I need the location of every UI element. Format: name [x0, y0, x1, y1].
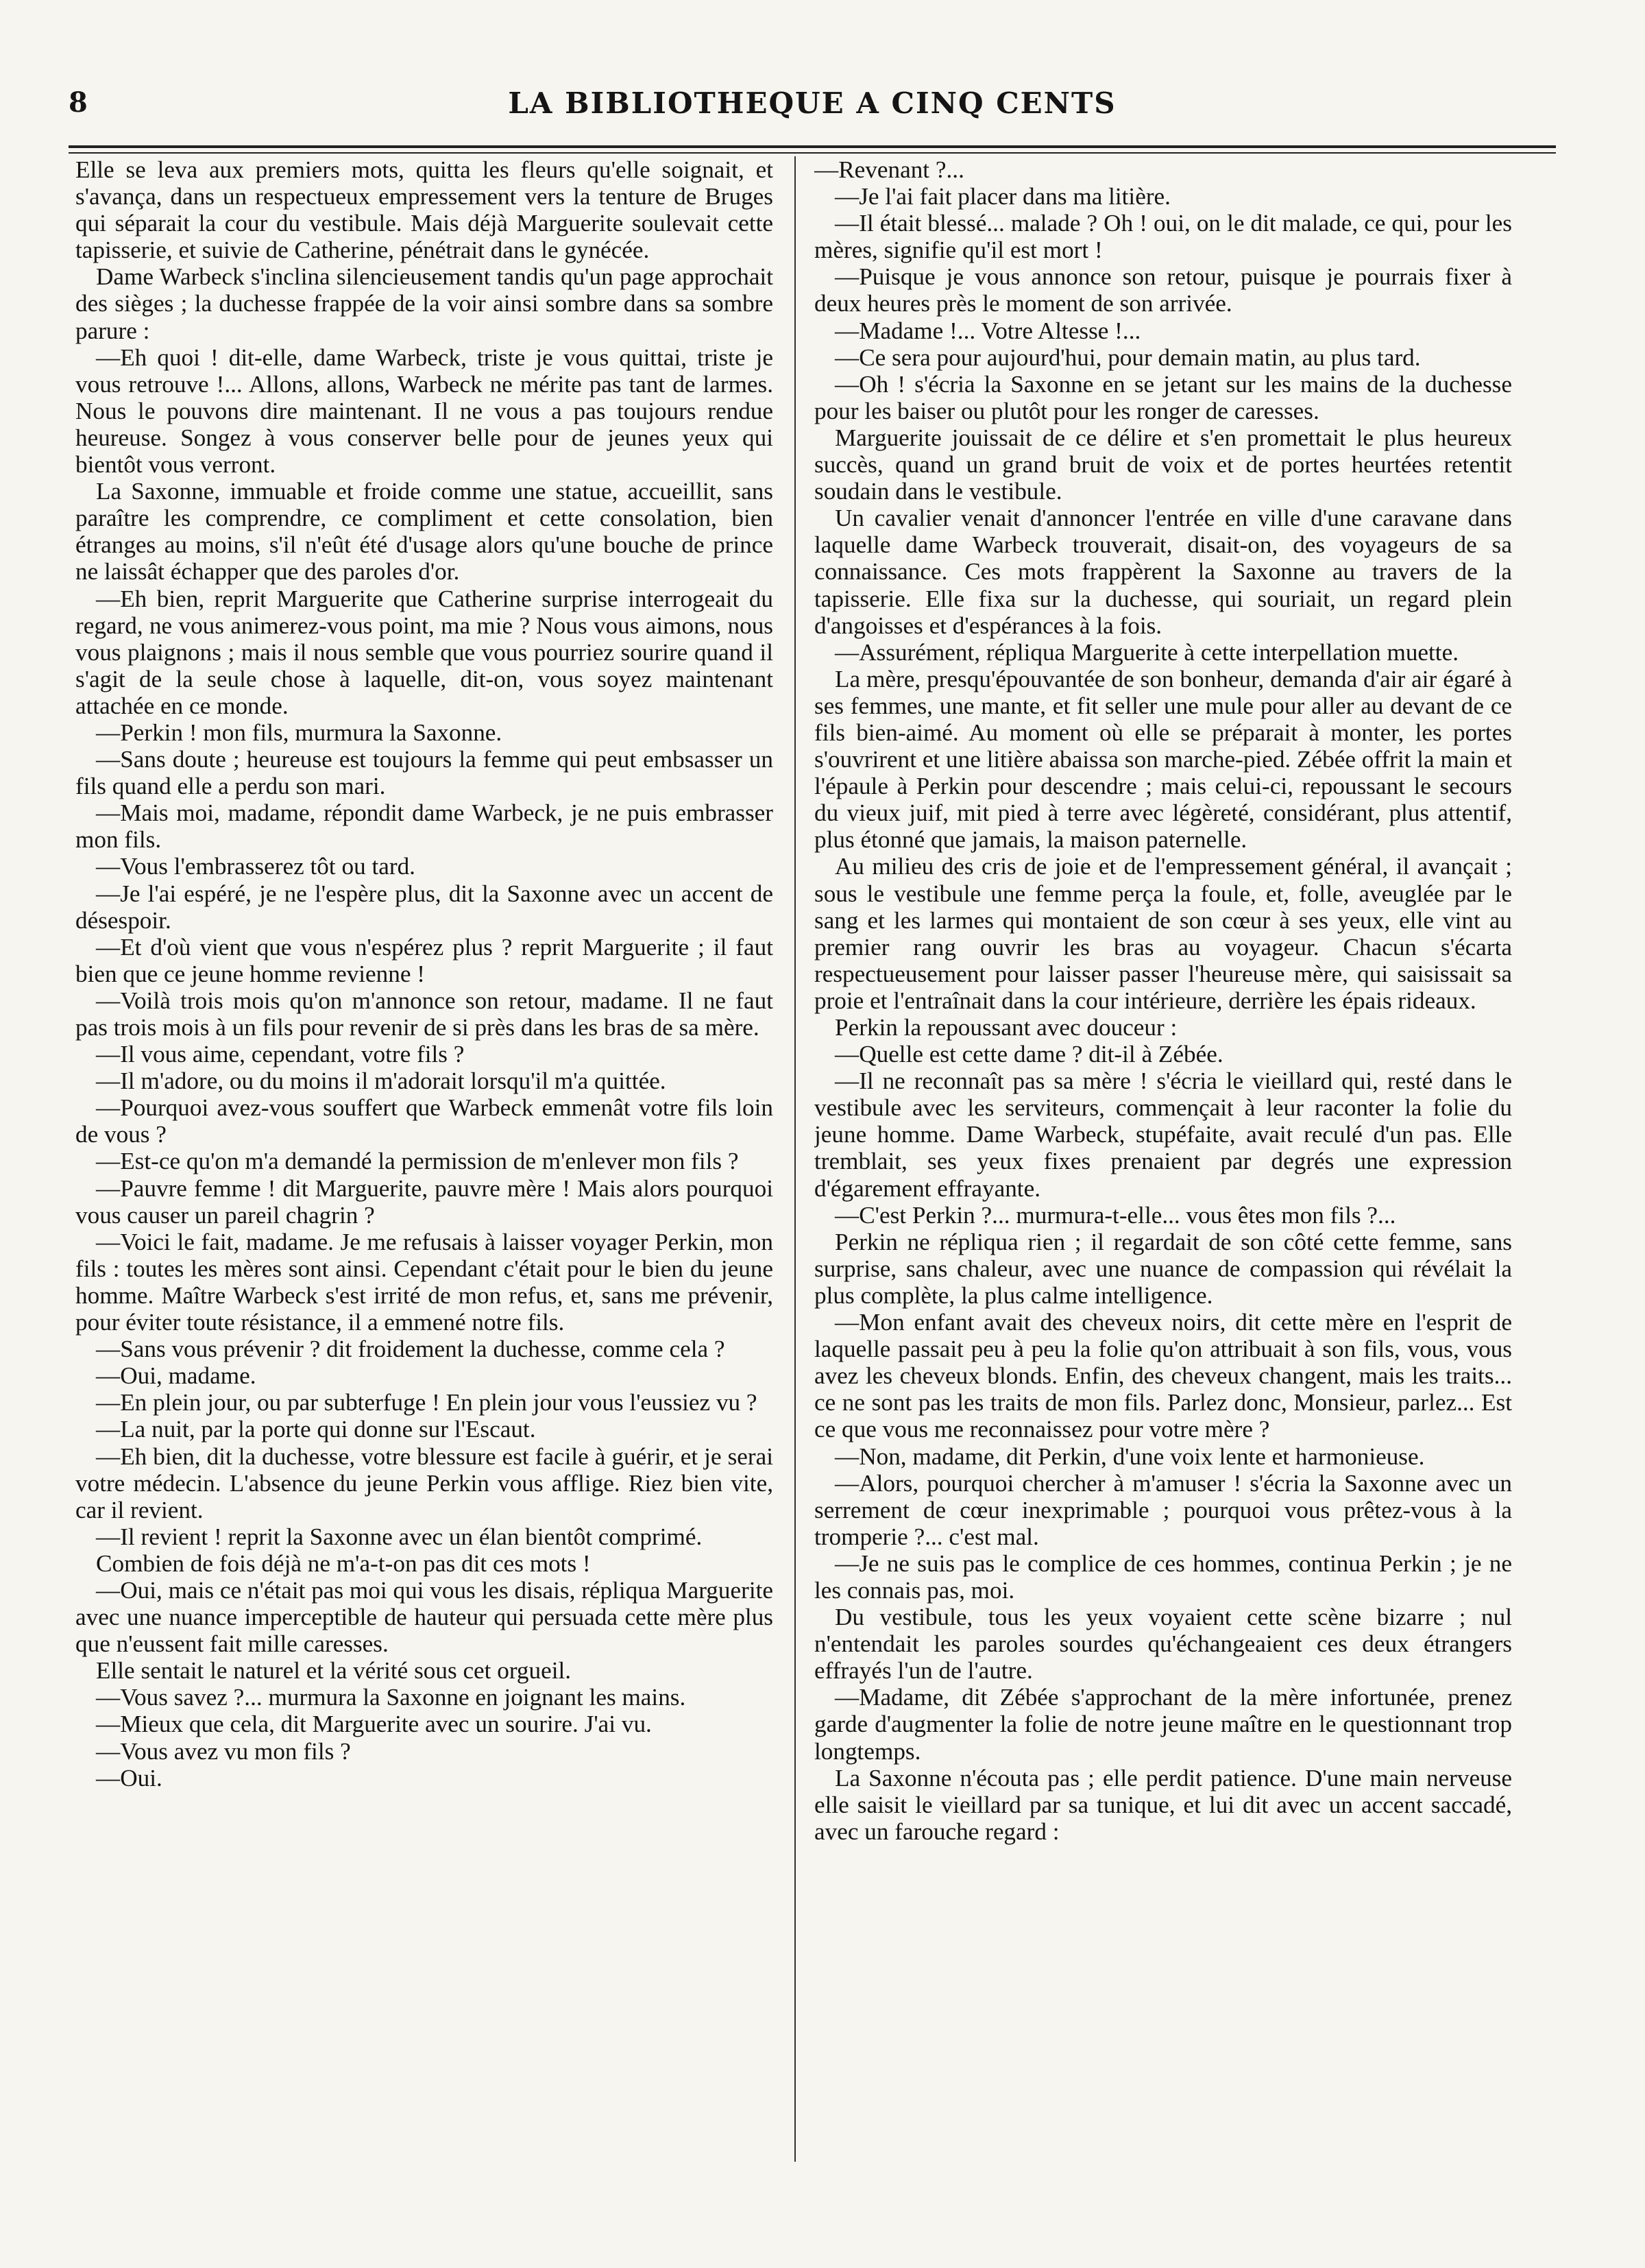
paragraph: —Il revient ! reprit la Saxonne avec un élan bientôt comprimé.	[96, 1523, 703, 1550]
paragraph: —Vous savez ?... murmura la Saxonne en joignant les mains.	[96, 1684, 686, 1711]
paragraph: —Quelle est cette dame ? dit-il à Zébée.	[835, 1041, 1223, 1068]
paragraph: Dame Warbeck s'inclina silencieusement tandis qu'un page approchait des sièges ; la duchesse frappée de la voir ainsi sombre dans sa sombre parure :	[75, 263, 773, 344]
paragraph: La mère, presqu'épouvantée de son bonheur, demanda d'air air égaré à ses femmes, une mante, et fit seller une mule pour aller au devant de ce fils bien-aimé. Au moment où elle se préparait à monter, les portes s'ouvrirent et une litière abaissa son marche-pied. Zébée offrit la main et l'épaule à Perkin pour descendre ; mais celui-ci, repoussant le secours du vieux juif, mit pied à terre avec légèreté, considérant, plus attentif, plus étonné que jamais, la maison paternelle.	[814, 665, 1512, 854]
paragraph: —Mais moi, madame, répondit dame Warbeck, je ne puis embrasser mon fils.	[75, 799, 773, 854]
paragraph: Perkin la repoussant avec douceur :	[835, 1014, 1178, 1041]
paragraph: —En plein jour, ou par subterfuge ! En plein jour vous l'eussiez vu ?	[96, 1389, 757, 1416]
paragraph: —Oui.	[96, 1764, 162, 1792]
paragraph: La Saxonne, immuable et froide comme une statue, accueillit, sans paraître les comprendre, ce compliment et cette consolation, bien étranges au moins, s'il n'eût été d'usage alors qu'une bouche de prince ne laissât échapper que des paroles d'or.	[75, 478, 773, 586]
paragraph: —Ce sera pour aujourd'hui, pour demain matin, au plus tard.	[835, 343, 1421, 371]
paragraph: —Est-ce qu'on m'a demandé la permission de m'enlever mon fils ?	[96, 1148, 739, 1175]
paragraph: —Il m'adore, ou du moins il m'adorait lorsqu'il m'a quittée.	[96, 1067, 666, 1095]
left-text-column	[75, 156, 773, 2213]
paragraph: —Sans doute ; heureuse est toujours la femme qui peut embsasser un fils quand elle a perdu son mari.	[75, 746, 773, 800]
paragraph: —Et d'où vient que vous n'espérez plus ? reprit Marguerite ; il faut bien que ce jeune homme revienne !	[75, 933, 773, 987]
paragraph: La Saxonne n'écouta pas ; elle perdit patience. D'une main nerveuse elle saisit le vieillard par sa tunique, et lui dit avec un accent saccadé, avec un farouche regard :	[814, 1764, 1512, 1845]
header-rule-thick	[69, 145, 1556, 148]
paragraph: —Pauvre femme ! dit Marguerite, pauvre mère ! Mais alors pourquoi vous causer un pareil chagrin ?	[75, 1174, 773, 1229]
paragraph: —Madame !... Votre Altesse !...	[835, 317, 1141, 344]
paragraph: —Je l'ai fait placer dans ma litière.	[835, 183, 1171, 210]
paragraph: —Vous l'embrasserez tôt ou tard.	[96, 853, 415, 880]
right-text-column	[814, 156, 1512, 2213]
page-number: 8	[69, 86, 88, 119]
paragraph: —Eh bien, dit la duchesse, votre blessure est facile à guérir, et je serai votre médecin. L'absence du jeune Perkin vous afflige. Riez bien vite, car il revient.	[75, 1443, 773, 1523]
paragraph: —Perkin ! mon fils, murmura la Saxonne.	[96, 719, 502, 746]
running-title: LA BIBLIOTHEQUE A CINQ CENTS	[508, 86, 1117, 120]
paragraph: Un cavalier venait d'annoncer l'entrée en ville d'une caravane dans laquelle dame Warbeck trouverait, disait-on, des voyageurs de sa connaissance. Ces mots frappèrent la Saxonne au travers de la tapisserie. Elle fixa sur la duchesse, qui souriait, un regard plein d'angoisses et d'espérances à la fois.	[814, 505, 1512, 639]
paragraph: Au milieu des cris de joie et de l'empressement général, il avançait ; sous le vestibule une femme perça la foule, et, folle, aveuglée par le sang et les larmes qui montaient de son cœur à ses yeux, elle vint au premier rang ouvrir les bras au voyageur. Chacun s'écarta respectueusement pour laisser passer l'heureuse mère, qui saisissait sa proie et l'entraînait dans la cour intérieure, derrière les épais rideaux.	[814, 853, 1512, 1014]
paragraph: —Eh quoi ! dit-elle, dame Warbeck, triste je vous quittai, triste je vous retrouve !... Allons, allons, Warbeck ne mérite pas tant de larmes. Nous le pouvons dire maintenant. Il ne vous a pas toujours rendue heureuse. Songez à vous conserver belle pour de jeunes yeux qui bientôt vous verront.	[75, 343, 773, 479]
paragraph: Combien de fois déjà ne m'a-t-on pas dit ces mots !	[96, 1549, 591, 1577]
paragraph: —Voici le fait, madame. Je me refusais à laisser voyager Perkin, mon fils : toutes les mères sont ainsi. Cependant c'était pour le bien du jeune homme. Maître Warbeck s'est irrité de mon refus, et, sans me prévenir, pour éviter toute résistance, il a emmené notre fils.	[75, 1228, 773, 1336]
paragraph: —Il était blessé... malade ? Oh ! oui, on le dit malade, ce qui, pour les mères, signifie qu'il est mort !	[814, 210, 1512, 264]
paragraph: Perkin ne répliqua rien ; il regardait de son côté cette femme, sans surprise, sans chaleur, avec une nuance de compassion qui révélait la plus complète, la plus calme intelligence.	[814, 1228, 1512, 1309]
page-header	[69, 86, 1556, 134]
paragraph: —Puisque je vous annonce son retour, puisque je pourrais fixer à deux heures près le moment de son arrivée.	[814, 263, 1512, 317]
paragraph: —Oui, madame.	[96, 1362, 256, 1390]
paragraph: —C'est Perkin ?... murmura-t-elle... vous êtes mon fils ?...	[835, 1201, 1396, 1229]
paragraph: —Madame, dit Zébée s'approchant de la mère infortunée, prenez garde d'augmenter la folie de notre jeune maître en le questionnant trop longtemps.	[814, 1684, 1512, 1765]
paragraph: —Assurément, répliqua Marguerite à cette interpellation muette.	[835, 638, 1459, 666]
paragraph: Du vestibule, tous les yeux voyaient cette scène bizarre ; nul n'entendait les paroles sourdes qu'échangeaient ces deux étrangers effrayés l'un de l'autre.	[814, 1604, 1512, 1685]
paragraph: —Mieux que cela, dit Marguerite avec un sourire. J'ai vu.	[96, 1711, 652, 1738]
paragraph: —Revenant ?...	[814, 156, 964, 183]
column-divider	[794, 156, 796, 2162]
paragraph: —Non, madame, dit Perkin, d'une voix lente et harmonieuse.	[835, 1443, 1425, 1470]
paragraph: —Eh bien, reprit Marguerite que Catherine surprise interrogeait du regard, ne vous animerez-vous point, ma mie ? Nous vous aimons, nous vous plaignons ; mais il nous semble que vous pourriez sourire quand il s'agit de la seule chose à laquelle, dit-on, vous soyez maintenant attachée en ce monde.	[75, 585, 773, 719]
header-rule-thin	[69, 152, 1556, 154]
paragraph: —Mon enfant avait des cheveux noirs, dit cette mère en l'esprit de laquelle passait peu à peu la folie qu'on attribuait à son fils, vous, vous avez les cheveux blonds. Enfin, des cheveux changent, mais les traits... ce ne sont pas les traits de mon fils. Parlez donc, Monsieur, parlez... Est ce que vous me reconnaissez pour votre mère ?	[814, 1309, 1512, 1443]
paragraph: —Il ne reconnaît pas sa mère ! s'écria le vieillard qui, resté dans le vestibule avec les serviteurs, commençait à leur raconter la folie du jeune homme. Dame Warbeck, stupéfaite, avait reculé d'un pas. Elle tremblait, ses yeux fixes prenaient par degrés une expression d'égarement effrayante.	[814, 1067, 1512, 1202]
paragraph: —Vous avez vu mon fils ?	[96, 1737, 351, 1765]
paragraph: —Il vous aime, cependant, votre fils ?	[96, 1041, 465, 1068]
paragraph: —Je ne suis pas le complice de ces hommes, continua Perkin ; je ne les connais pas, moi.	[814, 1549, 1512, 1604]
paragraph: Marguerite jouissait de ce délire et s'en promettait le plus heureux succès, quand un grand bruit de voix et de portes heurtées retentit soudain dans le vestibule.	[814, 424, 1512, 505]
paragraph: Elle sentait le naturel et la vérité sous cet orgueil.	[96, 1657, 572, 1685]
paragraph: —Alors, pourquoi chercher à m'amuser ! s'écria la Saxonne avec un serrement de cœur inexprimable ; pourquoi vous prêtez-vous à la tromperie ?... c'est mal.	[814, 1469, 1512, 1550]
paragraph: —Je l'ai espéré, je ne l'espère plus, dit la Saxonne avec un accent de désespoir.	[75, 880, 773, 934]
paragraph: —Sans vous prévenir ? dit froidement la duchesse, comme cela ?	[96, 1336, 725, 1363]
paragraph: —Oh ! s'écria la Saxonne en se jetant sur les mains de la duchesse pour les baiser ou plutôt pour les ronger de caresses.	[814, 370, 1512, 424]
paragraph: Elle se leva aux premiers mots, quitta les fleurs qu'elle soignait, et s'avança, dans un respectueux empressement vers la tenture de Bruges qui séparait la cour du vestibule. Mais déjà Marguerite soulevait cette tapisserie, et suivie de Catherine, pénétrait dans le gynécée.	[75, 156, 773, 264]
paragraph: —Pourquoi avez-vous souffert que Warbeck emmenât votre fils loin de vous ?	[75, 1094, 773, 1148]
paragraph: —La nuit, par la porte qui donne sur l'Escaut.	[96, 1416, 536, 1443]
paragraph: —Voilà trois mois qu'on m'annonce son retour, madame. Il ne faut pas trois mois à un fils pour revenir de si près dans les bras de sa mère.	[75, 987, 773, 1041]
paragraph: —Oui, mais ce n'était pas moi qui vous les disais, répliqua Marguerite avec une nuance imperceptible de hauteur qui persuada cette mère plus que n'eussent fait mille caresses.	[75, 1576, 773, 1658]
